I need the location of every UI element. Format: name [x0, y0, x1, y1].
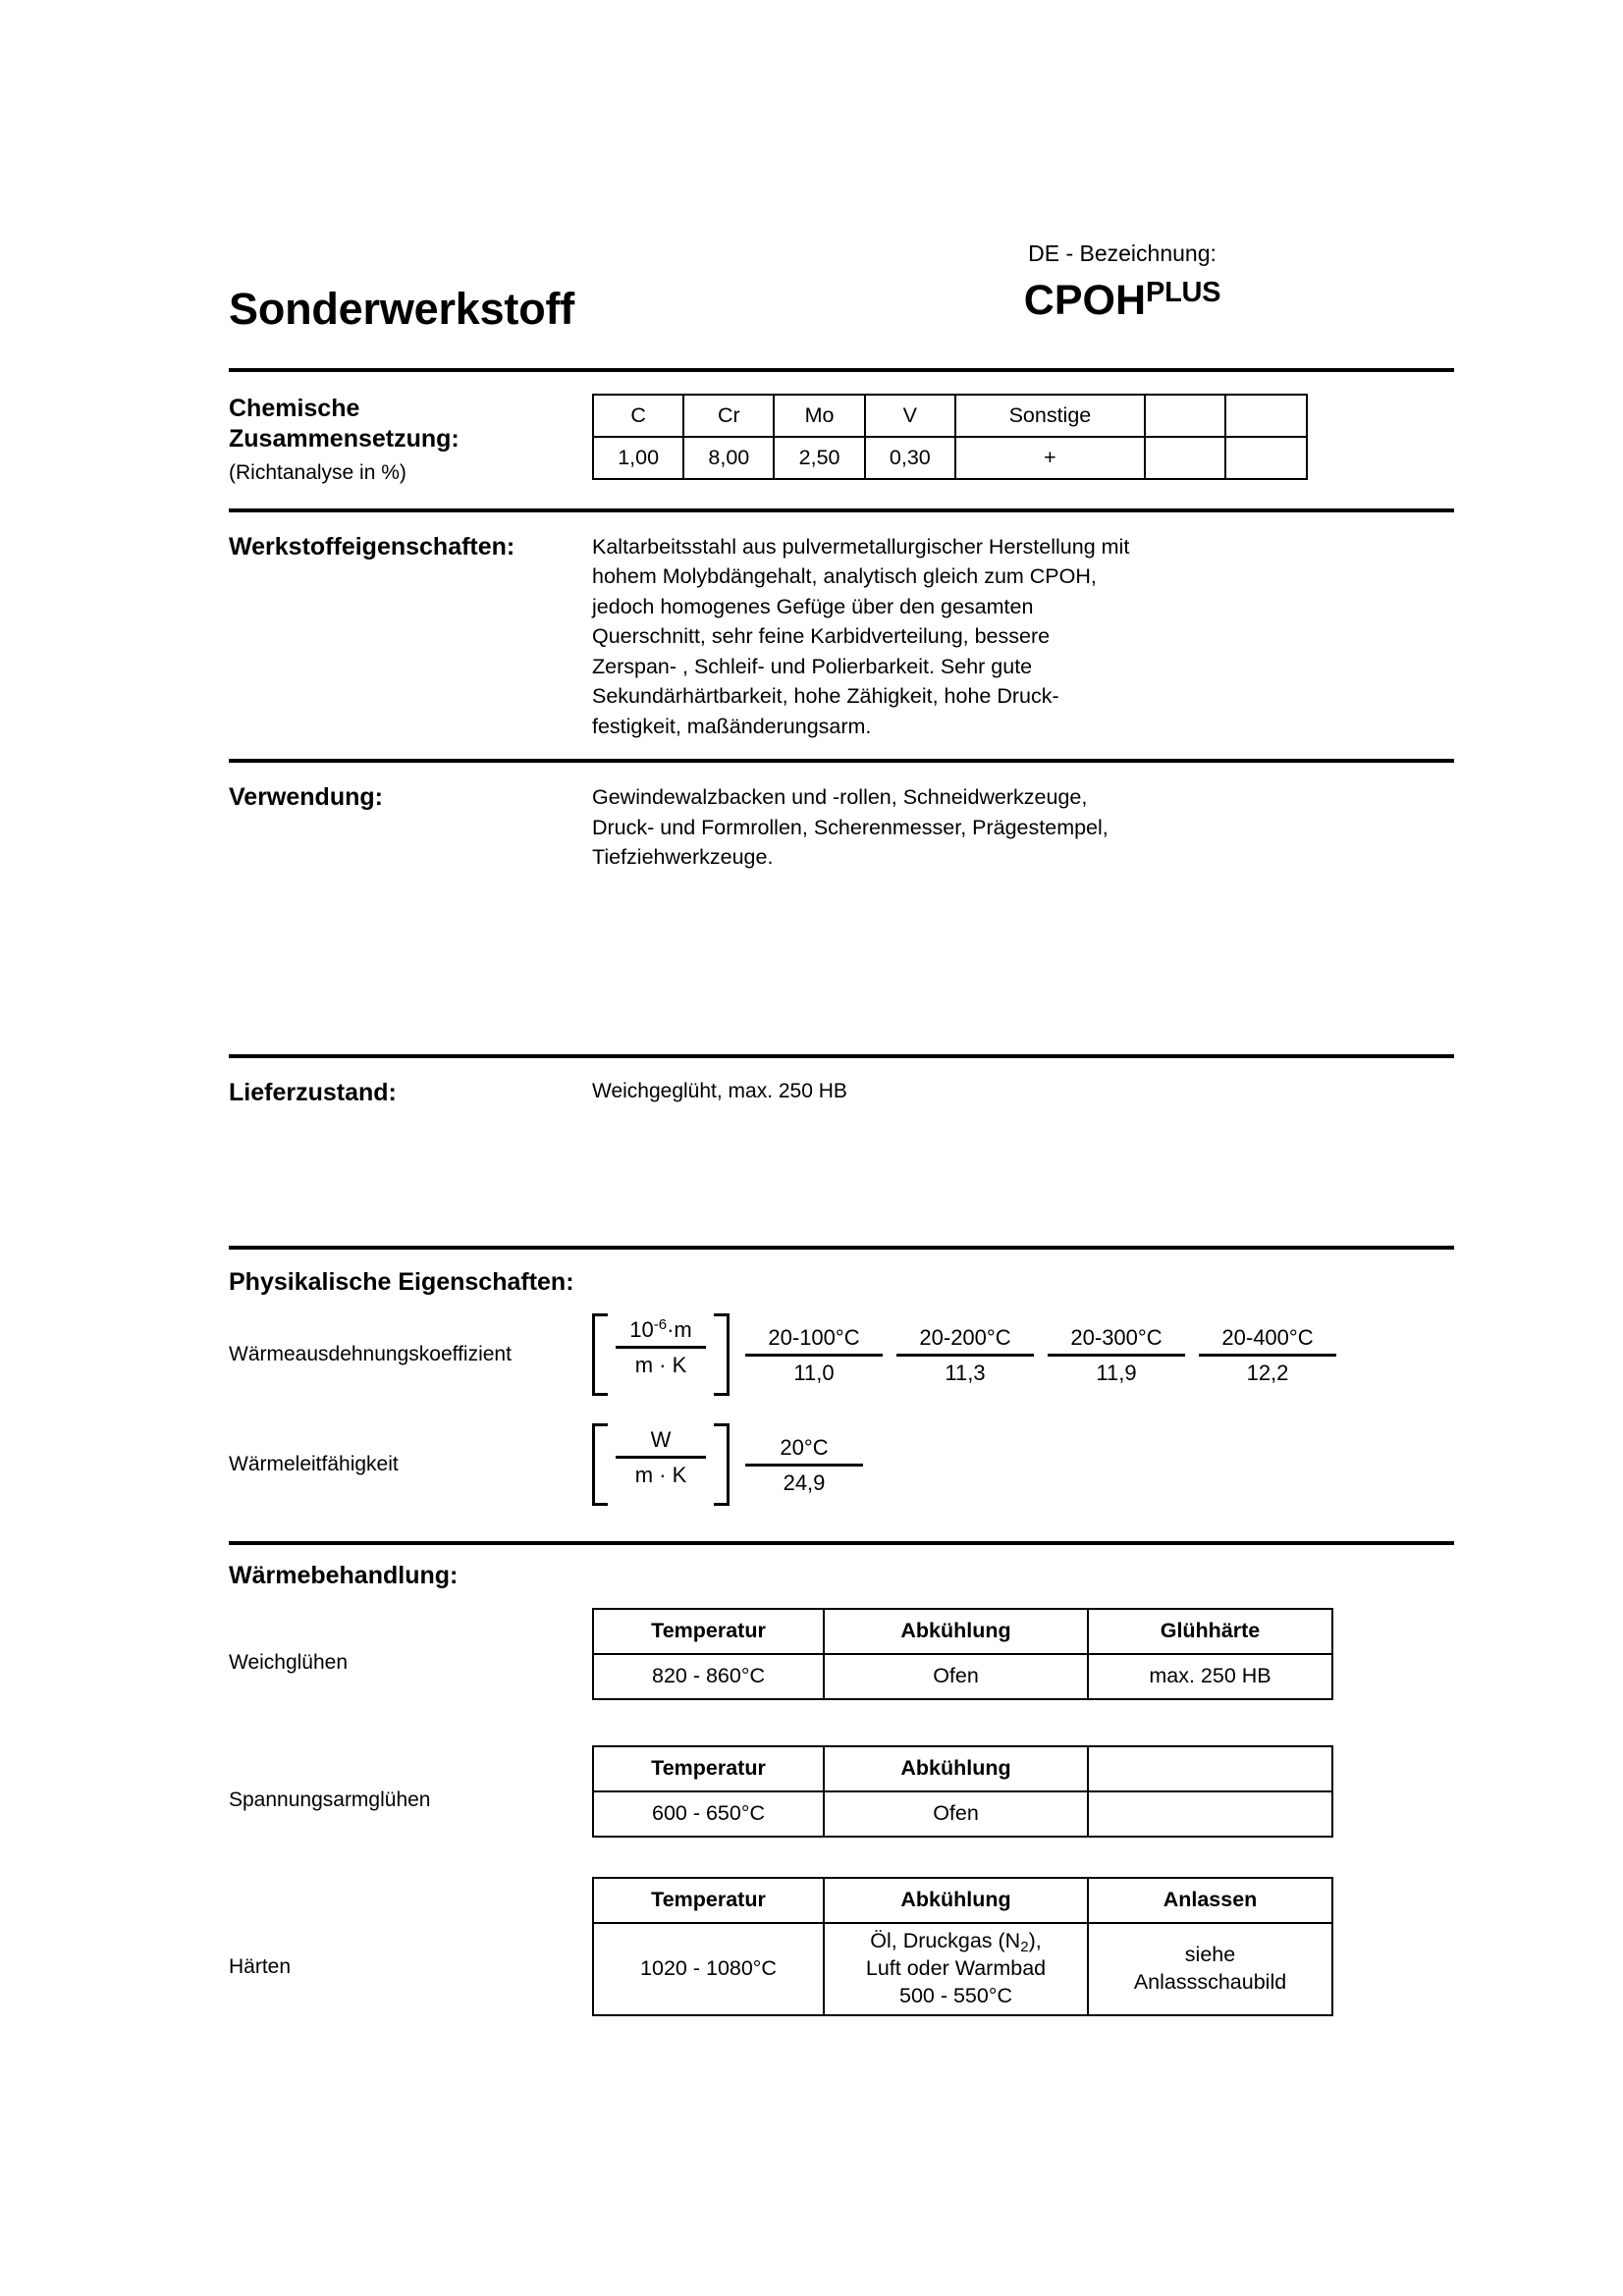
expansion-col-3-range: 20-300°C — [1070, 1325, 1163, 1351]
designation-label: DE - Bezeichnung: — [1028, 240, 1217, 266]
physical-row-conductivity — [229, 1423, 1454, 1506]
divider-composition — [229, 508, 1454, 512]
properties-text — [592, 532, 1454, 742]
annealing-header-temperature: Temperatur — [593, 1609, 824, 1654]
section-properties — [229, 532, 1454, 742]
ht-row-stress-relief — [229, 1745, 1454, 1838]
expansion-col-2-range: 20-200°C — [919, 1325, 1011, 1351]
comp-header-sonstige: Sonstige — [955, 395, 1145, 437]
divider-header — [229, 368, 1454, 372]
stress-relief-header-temperature: Temperatur — [593, 1746, 824, 1791]
expansion-label: Wärmeausdehnungskoeffizient — [229, 1343, 512, 1366]
comp-value-v: 0,30 — [865, 437, 955, 479]
stress-relief-value-blank — [1088, 1791, 1332, 1837]
properties-labels — [229, 532, 592, 562]
expansion-col-4-value: 12,2 — [1199, 1354, 1336, 1388]
heat-treatment-title: Wärmebehandlung: — [229, 1562, 459, 1590]
conductivity-columns — [745, 1431, 877, 1498]
stress-relief-value-cooling: Ofen — [824, 1791, 1088, 1837]
hardening-cooling-part-1: Öl, Druckgas (N — [870, 1928, 1021, 1952]
comp-header-mo: Mo — [774, 395, 864, 437]
physical-row-expansion — [229, 1313, 1454, 1396]
expansion-unit-numerator-rest: ·m — [667, 1317, 692, 1343]
divider-usage — [229, 1054, 1454, 1058]
conductivity-col-1-range: 20°C — [780, 1435, 829, 1461]
usage-line-2: Druck- und Formrollen, Scherenmesser, Prägestempel, — [592, 815, 1109, 839]
annealing-value-cooling: Ofen — [824, 1654, 1088, 1699]
table-row-headers — [593, 395, 1307, 437]
composition-title: Chemische Zusammensetzung: — [229, 395, 460, 454]
bracket-right — [714, 1313, 730, 1396]
properties-line-6: Sekundärhärtbarkeit, hohe Zähigkeit, hohe Druck- — [592, 684, 1059, 709]
conductivity-label: Wärmeleitfähigkeit — [229, 1453, 399, 1476]
ht-row-annealing — [229, 1608, 1454, 1700]
hardening-label-col — [229, 1877, 592, 1980]
expansion-unit-numerator — [616, 1313, 706, 1346]
table-row-headers — [593, 1746, 1332, 1791]
hardening-cooling-part-1b: ), — [1028, 1928, 1042, 1952]
annealing-value-hardness: max. 250 HB — [1088, 1654, 1332, 1699]
expansion-label-col — [229, 1313, 592, 1367]
annealing-table-wrap — [592, 1608, 1454, 1700]
grade-superscript: PLUS — [1146, 276, 1221, 308]
conductivity-values — [592, 1423, 1454, 1506]
comp-header-blank-2 — [1225, 395, 1307, 437]
comp-value-c: 1,00 — [593, 437, 683, 479]
comp-value-blank-1 — [1145, 437, 1226, 479]
section-delivery — [229, 1078, 1454, 1108]
designation-block — [916, 240, 1328, 325]
bracket-right-2 — [714, 1423, 730, 1506]
physical-title: Physikalische Eigenschaften: — [229, 1268, 574, 1297]
hardening-cooling-subscript: 2 — [1020, 1938, 1029, 1955]
expansion-col-3-value: 11,9 — [1048, 1354, 1185, 1388]
comp-value-blank-2 — [1225, 437, 1307, 479]
hardening-table — [592, 1877, 1333, 2016]
section-heat-treatment — [229, 1561, 1454, 2015]
comp-value-sonstige: + — [955, 437, 1145, 479]
properties-line-5: Zerspan- , Schleif- und Polierbarkeit. Sehr gute — [592, 654, 1033, 678]
hardening-value-cooling — [824, 1923, 1088, 2015]
conductivity-unit-fraction — [608, 1423, 714, 1506]
divider-delivery — [229, 1246, 1454, 1250]
annealing-header-hardness: Glühhärte — [1088, 1609, 1332, 1654]
expansion-col-1-value: 11,0 — [745, 1354, 883, 1388]
hardening-header-tempering: Anlassen — [1088, 1878, 1332, 1923]
table-row-values — [593, 1654, 1332, 1699]
page-title: Sonderwerkstoff — [229, 284, 575, 334]
properties-line-3: jedoch homogenes Gefüge über den gesamten — [592, 594, 1034, 618]
annealing-header-cooling: Abkühlung — [824, 1609, 1088, 1654]
table-row-values — [593, 1923, 1332, 2015]
conductivity-unit-bracket — [592, 1423, 730, 1506]
annealing-label: Weichglühen — [229, 1650, 349, 1674]
section-composition — [229, 394, 1454, 486]
usage-title: Verwendung: — [229, 783, 383, 812]
hardening-table-wrap — [592, 1877, 1454, 2016]
hardening-header-temperature: Temperatur — [593, 1878, 824, 1923]
stress-relief-label: Spannungsarmglühen — [229, 1788, 431, 1811]
composition-labels — [229, 394, 592, 486]
composition-subtitle: (Richtanalyse in %) — [229, 460, 406, 484]
table-row-values — [593, 437, 1307, 479]
bracket-left-2 — [592, 1423, 608, 1506]
usage-labels — [229, 782, 592, 813]
stress-relief-label-col — [229, 1745, 592, 1813]
properties-line-4: Querschnitt, sehr feine Karbidverteilung, bessere — [592, 624, 1051, 649]
grade-name — [916, 277, 1328, 325]
hardening-tempering-part-1: siehe — [1184, 1942, 1236, 1966]
expansion-col-1-range: 20-100°C — [768, 1325, 860, 1351]
expansion-col-4 — [1199, 1321, 1336, 1388]
composition-table-wrap — [592, 394, 1454, 480]
hardening-tempering-part-2: Anlassschaubild — [1133, 1969, 1287, 1994]
delivery-value: Weichgeglüht, max. 250 HB — [592, 1079, 847, 1102]
hardening-value-temperature: 1020 - 1080°C — [593, 1923, 824, 2015]
bracket-left — [592, 1313, 608, 1396]
annealing-value-temperature: 820 - 860°C — [593, 1654, 824, 1699]
conductivity-col-1-value: 24,9 — [745, 1464, 863, 1498]
hardening-value-tempering — [1088, 1923, 1332, 2015]
comp-value-cr: 8,00 — [683, 437, 774, 479]
divider-physical — [229, 1541, 1454, 1545]
expansion-col-3 — [1048, 1321, 1185, 1388]
stress-relief-header-blank — [1088, 1746, 1332, 1791]
comp-header-cr: Cr — [683, 395, 774, 437]
comp-header-v: V — [865, 395, 955, 437]
expansion-unit-denominator: m · K — [616, 1346, 706, 1380]
annealing-table — [592, 1608, 1333, 1700]
composition-table — [592, 394, 1308, 480]
usage-line-1: Gewindewalzbacken und -rollen, Schneidwerkzeuge, — [592, 785, 1088, 810]
properties-line-1: Kaltarbeitsstahl aus pulvermetallurgischer Herstellung mit — [592, 534, 1130, 559]
comp-header-c: C — [593, 395, 683, 437]
delivery-text — [592, 1078, 1454, 1104]
properties-paragraph — [592, 532, 1308, 742]
delivery-title: Lieferzustand: — [229, 1078, 397, 1106]
table-row-values — [593, 1791, 1332, 1837]
expansion-unit-bracket — [592, 1313, 730, 1396]
expansion-values — [592, 1313, 1454, 1396]
stress-relief-header-cooling: Abkühlung — [824, 1746, 1088, 1791]
conductivity-unit-denominator: m · K — [616, 1456, 706, 1490]
ht-row-hardening — [229, 1877, 1454, 2016]
page-header — [229, 240, 1454, 368]
expansion-col-2-value: 11,3 — [896, 1354, 1034, 1388]
expansion-col-2 — [896, 1321, 1034, 1388]
comp-header-blank-1 — [1145, 395, 1226, 437]
delivery-labels — [229, 1078, 592, 1108]
expansion-unit-fraction — [608, 1313, 714, 1396]
hardening-header-cooling: Abkühlung — [824, 1878, 1088, 1923]
table-row-headers — [593, 1878, 1332, 1923]
expansion-col-4-range: 20-400°C — [1221, 1325, 1314, 1351]
conductivity-label-col — [229, 1423, 592, 1477]
usage-text — [592, 782, 1454, 873]
usage-paragraph — [592, 782, 1308, 873]
properties-line-2: hohem Molybdängehalt, analytisch gleich zum CPOH, — [592, 564, 1097, 589]
properties-line-7: festigkeit, maßänderungsarm. — [592, 714, 872, 738]
usage-line-3: Tiefziehwerkzeuge. — [592, 845, 774, 870]
section-usage — [229, 782, 1454, 873]
stress-relief-value-temperature: 600 - 650°C — [593, 1791, 824, 1837]
section-physical — [229, 1267, 1454, 1506]
conductivity-col-1 — [745, 1431, 863, 1498]
hardening-cooling-part-2: Luft oder Warmbad — [865, 1955, 1047, 1980]
divider-properties — [229, 759, 1454, 763]
page-content — [229, 0, 1454, 2016]
properties-title: Werkstoffeigenschaften: — [229, 532, 515, 561]
grade-base: CPOH — [1023, 276, 1147, 324]
stress-relief-table-wrap — [592, 1745, 1454, 1838]
expansion-unit-base: 10 — [629, 1317, 654, 1343]
stress-relief-table — [592, 1745, 1333, 1838]
annealing-label-col — [229, 1608, 592, 1676]
comp-value-mo: 2,50 — [774, 437, 864, 479]
conductivity-unit-numerator: W — [650, 1427, 672, 1453]
expansion-columns — [745, 1321, 1350, 1388]
hardening-label: Härten — [229, 1954, 292, 1978]
expansion-col-1 — [745, 1321, 883, 1388]
expansion-unit-exponent: -6 — [653, 1316, 668, 1334]
hardening-cooling-part-3: 500 - 550°C — [899, 1983, 1012, 2007]
table-row-headers — [593, 1609, 1332, 1654]
